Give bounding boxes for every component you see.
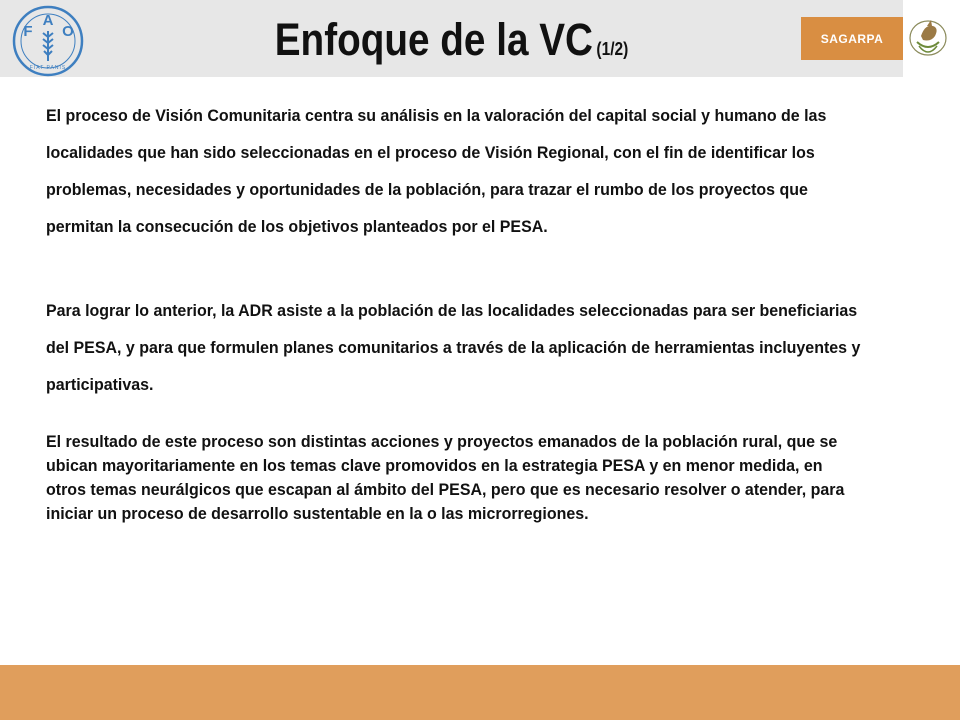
fao-letter-o: O <box>62 23 74 40</box>
sagarpa-logo: SAGARPA <box>801 17 903 60</box>
fao-motto: FIAT PANIS <box>29 65 67 71</box>
title-text: Enfoque de la VC <box>274 14 593 65</box>
footer-band <box>0 665 960 720</box>
paragraph-resultado <box>46 430 864 526</box>
paragraph-text: El proceso de Visión Comunitaria centra su análisis en la valoración del capital social y humano de las localidades que han sido seleccionadas en el proceso de Visión Regional, con el fin de identificar los problemas, necesidades y oportunidades de la población, para trazar el rumbo de los proyectos que permitan la consecución de los objetivos planteados por el PESA. <box>46 106 827 236</box>
mexico-seal-icon <box>905 12 951 67</box>
title-subtitle: (1/2) <box>596 39 629 59</box>
paragraph-vision-comunitaria <box>46 97 864 245</box>
fao-letter-f: F <box>23 23 33 40</box>
page-title <box>63 14 840 75</box>
paragraph-text: Para lograr lo anterior, la ADR asiste a la población de las localidades seleccionadas para ser beneficiarias del PESA, y para que formulen planes comunitarios a través de la aplicación de herramientas incluyentes y participativas. <box>46 301 861 394</box>
paragraph-text: El resultado de este proceso son distintas acciones y proyectos emanados de la población rural, que se ubican mayoritariamente en los temas clave promovidos en la estrategia PESA y en menor medida, en otros temas neurálgicos que escapan al ámbito del PESA, pero que es necesario resolver o atender, para iniciar un proceso de desarrollo sustentable en la o las microrregiones. <box>46 432 845 523</box>
paragraph-adr <box>46 292 864 403</box>
fao-letter-a: A <box>42 12 54 29</box>
